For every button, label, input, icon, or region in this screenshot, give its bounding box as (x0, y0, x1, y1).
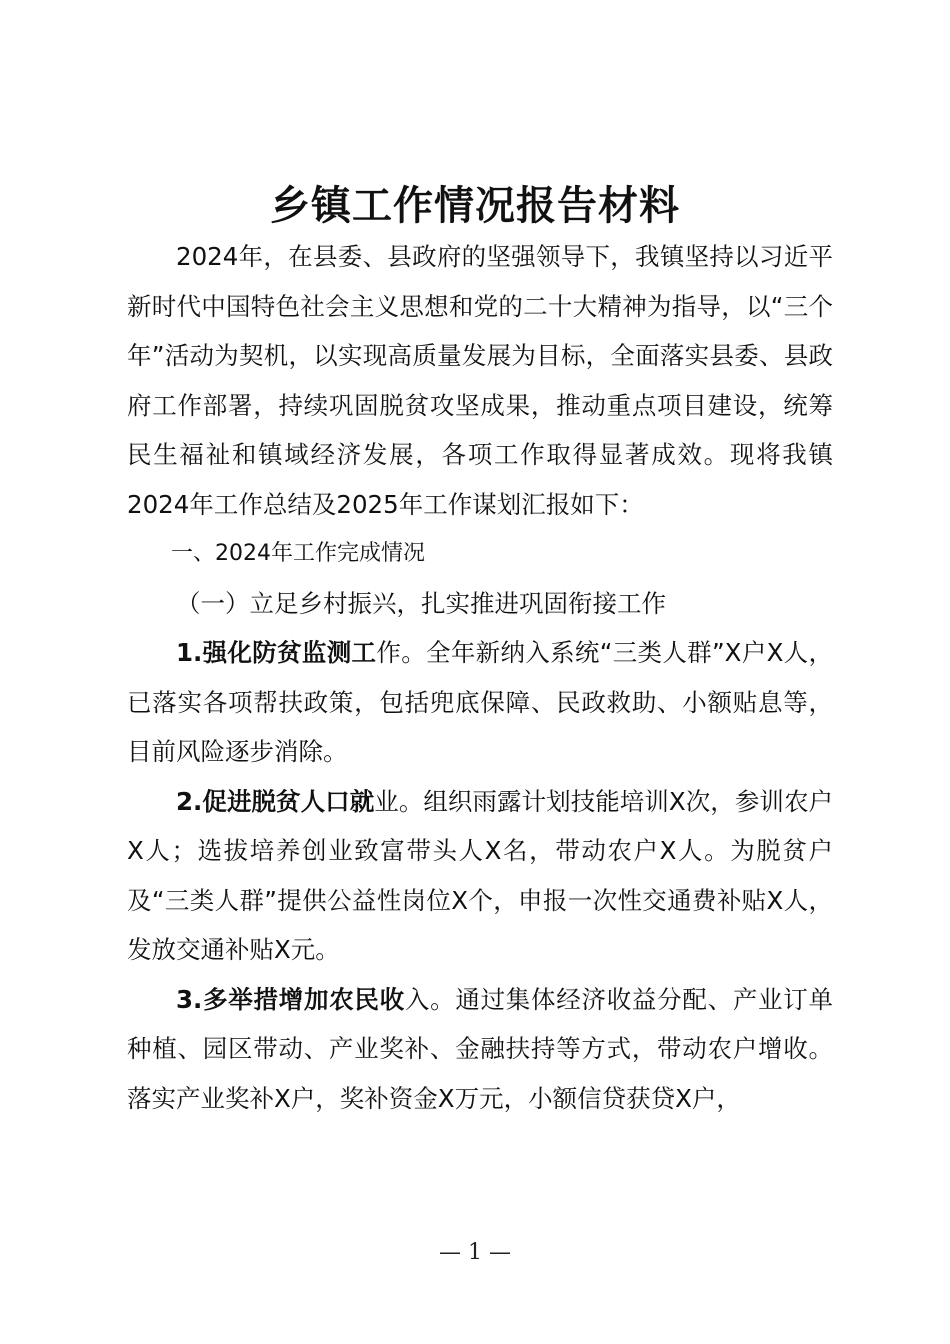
item-lead-1: 1.强化防贫监测工 (176, 638, 377, 667)
document-body (127, 232, 833, 1123)
item-text-3: 入。通过集体经济收益分配、产业订单种植、园区带动、产业奖补、金融扶持等方式，带动农户增收。落实产业奖补X户，奖补资金X万元，小额信贷获贷X户， (127, 984, 833, 1113)
item-paragraph-3 (127, 975, 833, 1124)
item-text-2: 业。组织雨露计划技能培训X次，参训农户X人；选拔培养创业致富带头人X名，带动农户X人。为脱贫户及“三类人群”提供公益性岗位X个，申报一次性交通费补贴X人，发放交通补贴X元。 (127, 786, 833, 964)
intro-paragraph: 2024年，在县委、县政府的坚强领导下，我镇坚持以习近平新时代中国特色社会主义思想和党的二十大精神为指导，以“三个年”活动为契机，以实现高质量发展为目标，全面落实县委、县政府工作部署，持续巩固脱贫攻坚成果，推动重点项目建设，统筹民生福祉和镇域经济发展，各项工作取得显著成效。现将我镇2024年工作总结及2025年工作谋划汇报如下： (127, 242, 833, 519)
item-paragraph-1 (127, 628, 833, 777)
page-number: — 1 — (439, 1240, 511, 1265)
item-lead-2: 2.促进脱贫人口就 (176, 786, 375, 816)
subsection-heading: （一）立足乡村振兴，扎实推进巩固衔接工作 (176, 588, 666, 618)
item-text-1: 作。全年新纳入系统“三类人群”X户X人，已落实各项帮扶政策，包括兜底保障、民政救助、小额贴息等，目前风险逐步消除。 (127, 638, 833, 766)
item-paragraph-2 (127, 777, 833, 975)
item-lead-3: 3.多举措增加农民收 (176, 984, 405, 1014)
document-title: 乡镇工作情况报告材料 (270, 182, 680, 229)
section-heading: 一、2024年工作完成情况 (171, 541, 425, 566)
